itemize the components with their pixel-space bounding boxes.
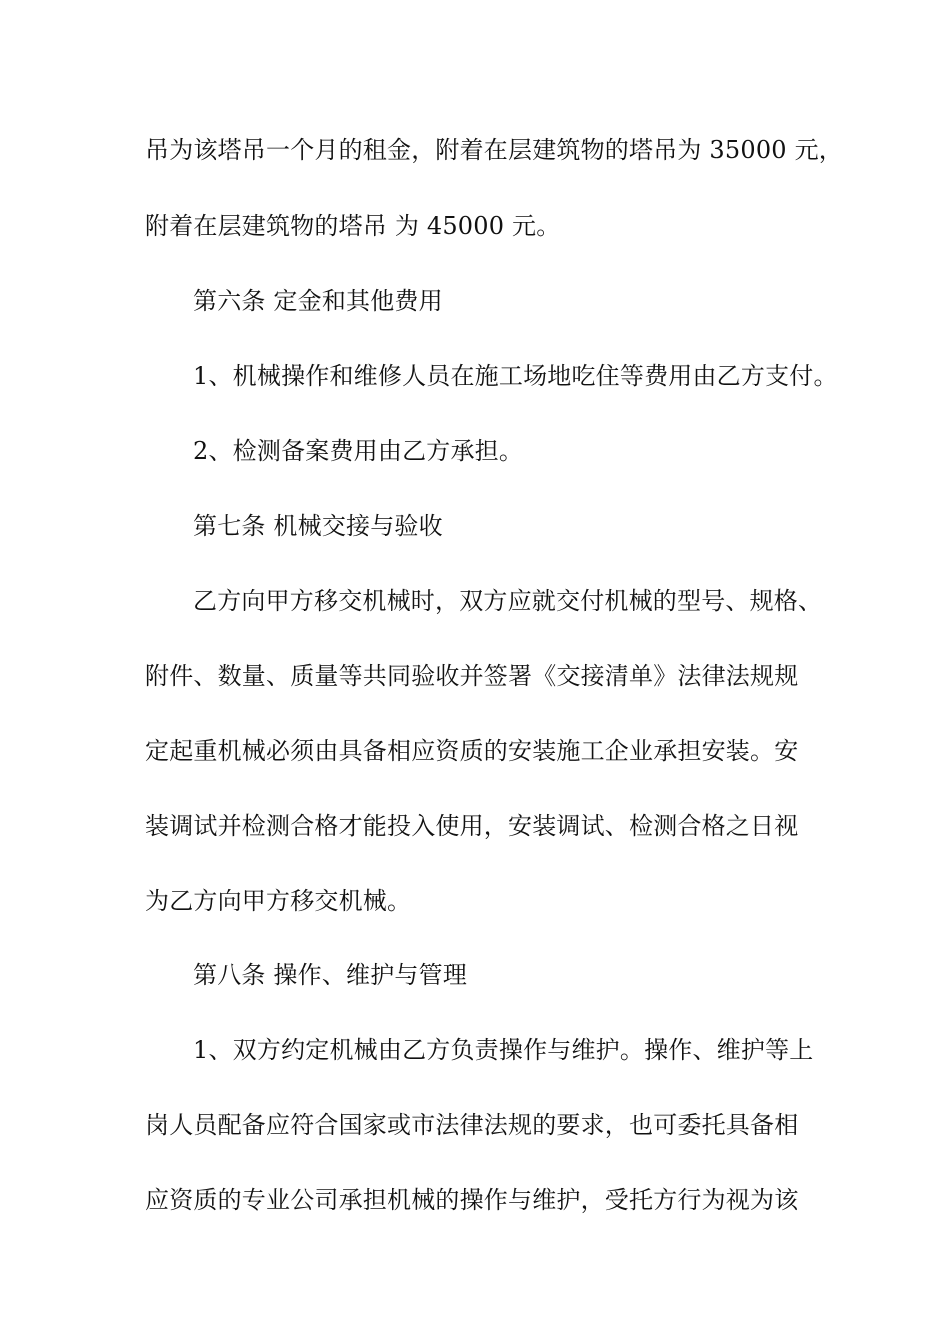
body-text-line: 为乙方向甲方移交机械。 xyxy=(145,887,412,915)
section-heading: 第七条 机械交接与验收 xyxy=(193,512,443,540)
body-text-line: 应资质的专业公司承担机械的操作与维护，受托方行为视为该 xyxy=(145,1186,799,1214)
body-text-line: 乙方向甲方移交机械时，双方应就交付机械的型号、规格、 xyxy=(193,587,823,615)
body-text-line: 附着在层建筑物的塔吊 为 45000 元。 xyxy=(145,212,561,240)
section-heading: 第八条 操作、维护与管理 xyxy=(193,961,468,989)
body-text-line: 1、双方约定机械由乙方负责操作与维护。操作、维护等上 xyxy=(193,1036,814,1064)
body-text-line: 2、检测备案费用由乙方承担。 xyxy=(193,437,524,465)
body-text-line: 岗人员配备应符合国家或市法律法规的要求，也可委托具备相 xyxy=(145,1111,799,1139)
section-heading: 第六条 定金和其他费用 xyxy=(193,287,443,315)
body-text-line: 装调试并检测合格才能投入使用，安装调试、检测合格之日视 xyxy=(145,812,799,840)
body-text-line: 附件、数量、质量等共同验收并签署《交接清单》法律法规规 xyxy=(145,662,799,690)
body-text-line: 吊为该塔吊一个月的租金，附着在层建筑物的塔吊为 35000 元， xyxy=(145,136,844,164)
body-text-line: 定起重机械必须由具备相应资质的安装施工企业承担安装。安 xyxy=(145,737,799,765)
body-text-line: 1、机械操作和维修人员在施工场地吃住等费用由乙方支付。 xyxy=(193,362,838,390)
